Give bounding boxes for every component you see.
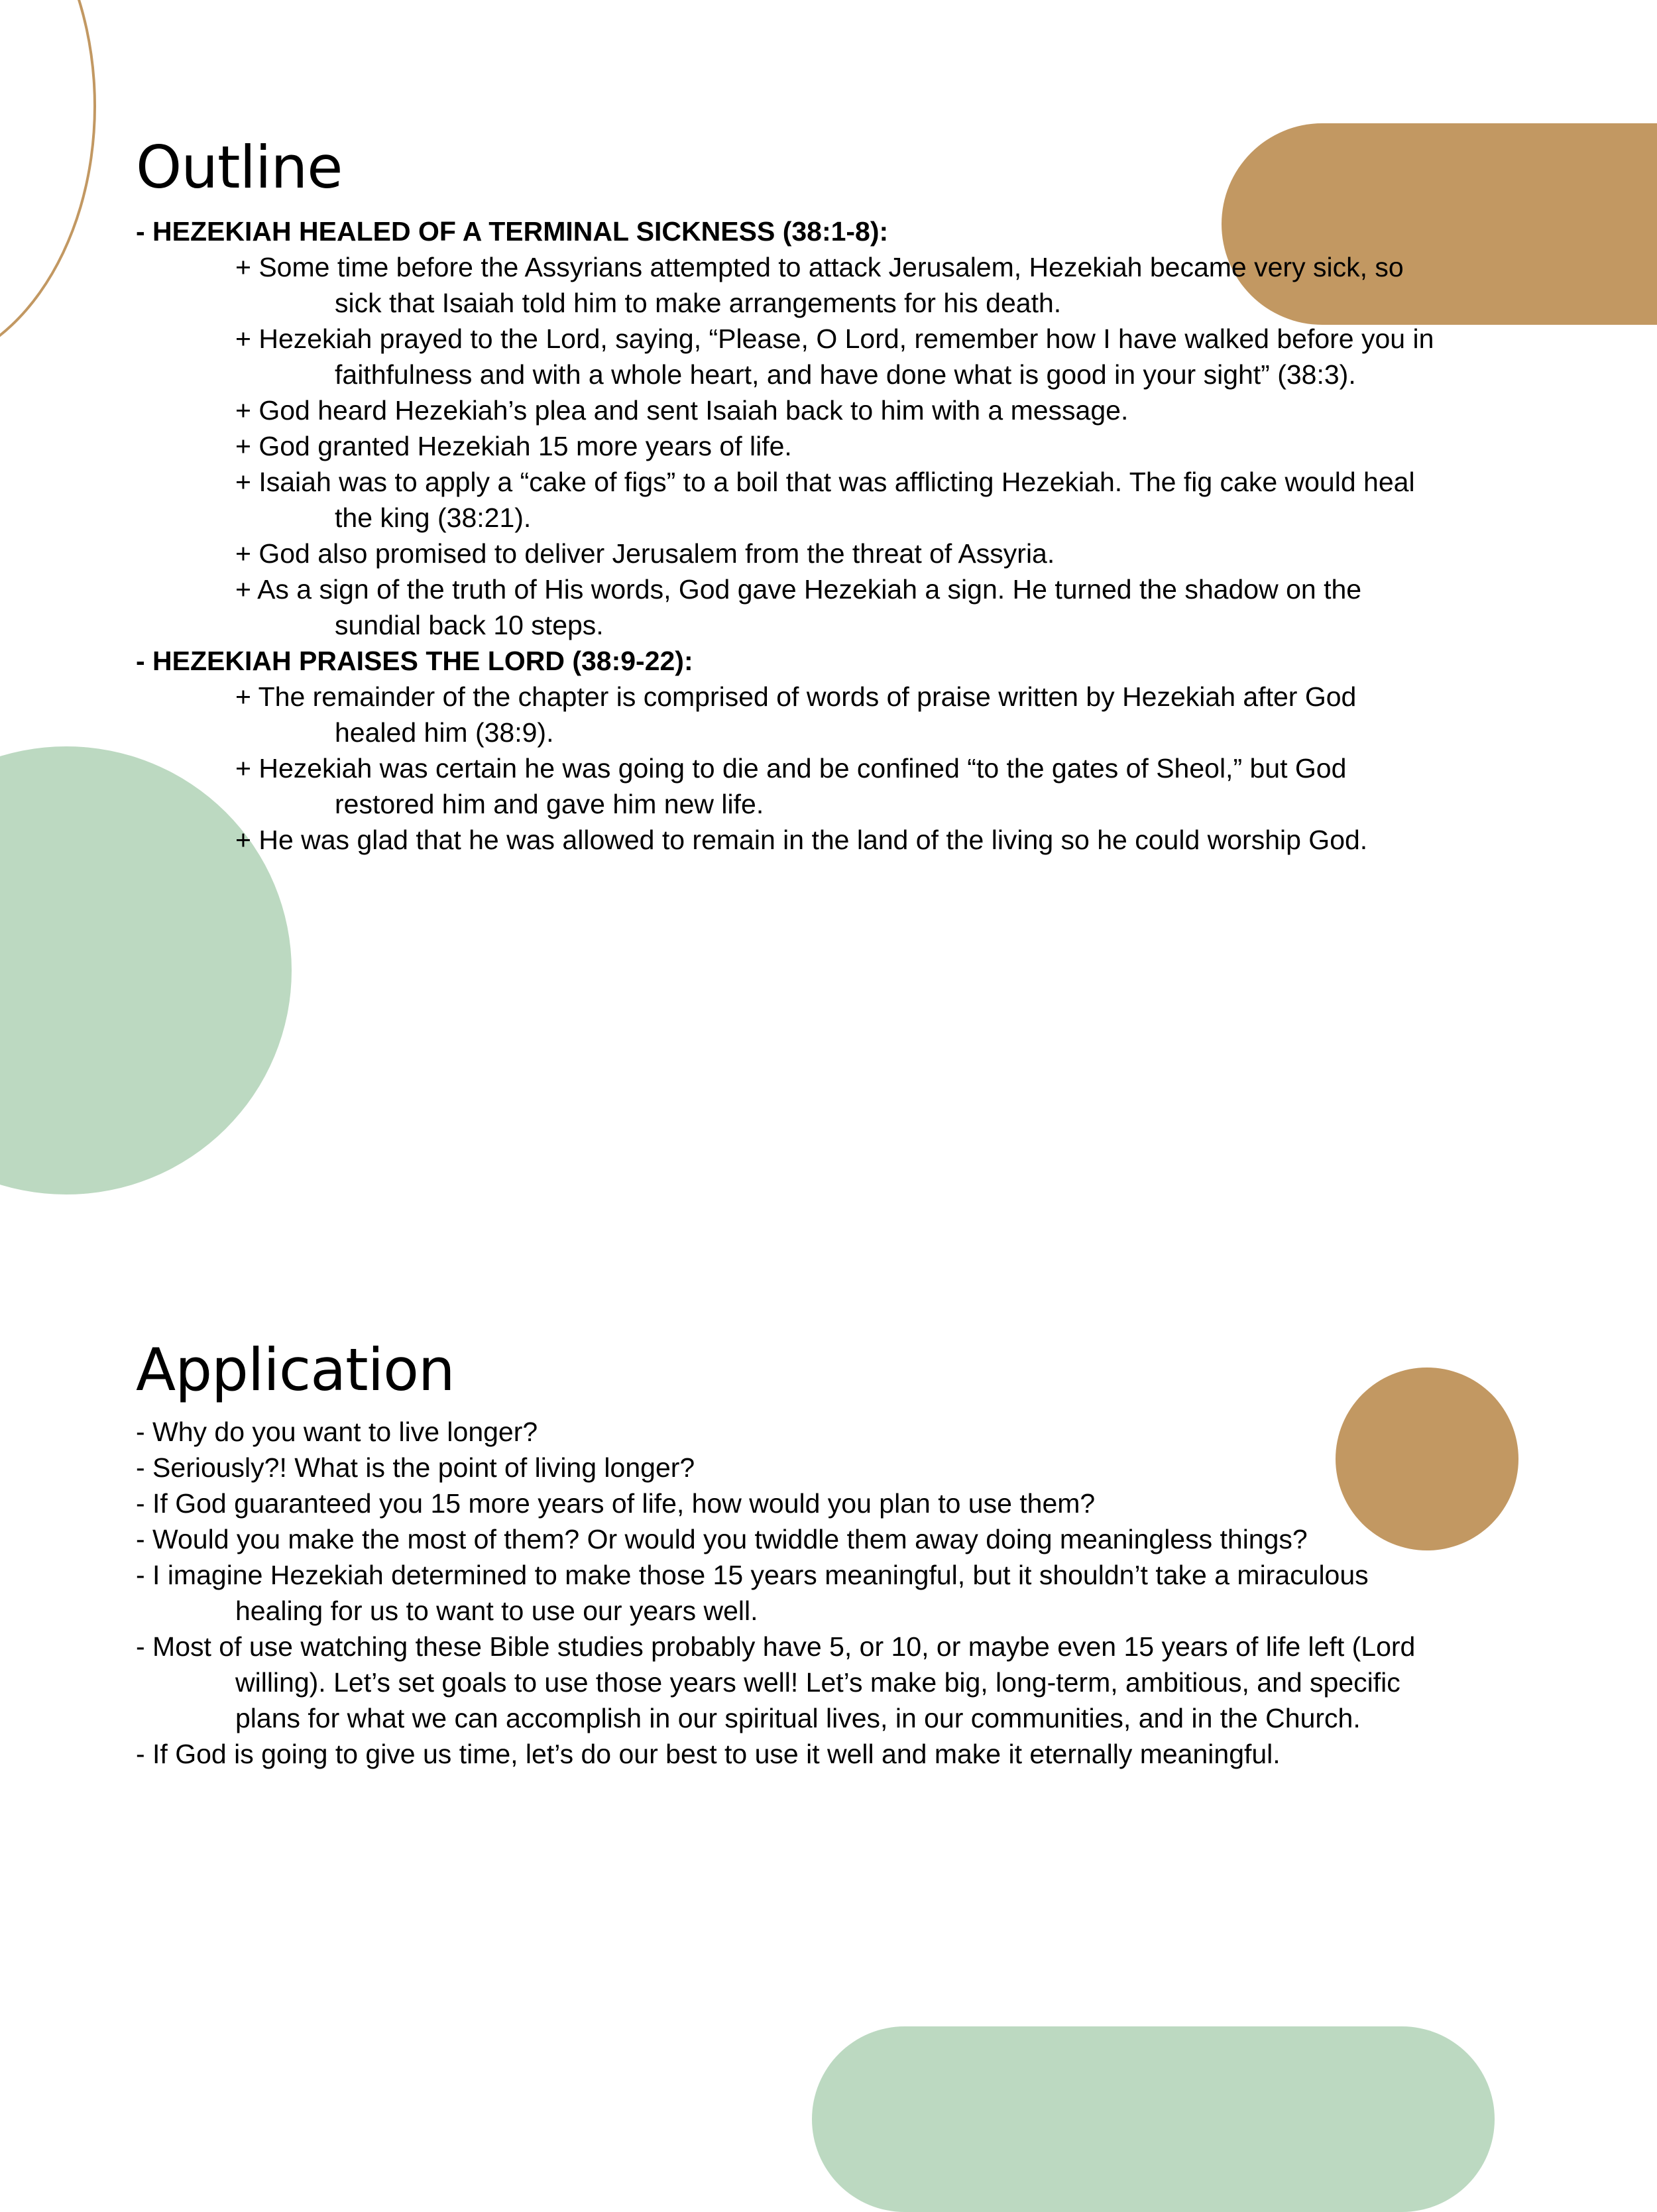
outline-bullet: + God also promised to deliver Jerusalem from the threat of Assyria. <box>235 538 1055 569</box>
decorative-green-pill <box>812 2026 1495 2212</box>
section-title: - HEZEKIAH HEALED OF A TERMINAL SICKNESS (38:1-8): <box>136 216 889 247</box>
outline-bullet-continuation: faithfulness and with a whole heart, and have done what is good in your sight” (38:3). <box>335 359 1356 390</box>
application-item: - I imagine Hezekiah determined to make those 15 years meaningful, but it shouldn’t take a miraculous <box>136 1560 1369 1590</box>
outline-bullet-continuation: healed him (38:9). <box>335 717 554 748</box>
outline-bullet: + God granted Hezekiah 15 more years of life. <box>235 431 792 461</box>
outline-bullet: + Hezekiah was certain he was going to die and be confined “to the gates of Sheol,” but God <box>235 753 1347 784</box>
application-heading: Application <box>136 1336 455 1404</box>
outline-body <box>136 213 1434 858</box>
outline-bullet: + Hezekiah prayed to the Lord, saying, “Please, O Lord, remember how I have walked before you in <box>235 323 1434 354</box>
outline-bullet: + As a sign of the truth of His words, God gave Hezekiah a sign. He turned the shadow on the <box>235 574 1362 605</box>
application-item-continuation: plans for what we can accomplish in our spiritual lives, in our communities, and in the Church. <box>235 1703 1361 1733</box>
outline-bullet: + He was glad that he was allowed to remain in the land of the living so he could worship God. <box>235 825 1368 855</box>
outline-bullet-continuation: restored him and gave him new life. <box>335 789 764 819</box>
application-item: - Most of use watching these Bible studies probably have 5, or 10, or maybe even 15 years of life left (Lord <box>136 1631 1416 1662</box>
application-item: - If God is going to give us time, let’s do our best to use it well and make it eternally meaningful. <box>136 1739 1281 1769</box>
application-item: - If God guaranteed you 15 more years of life, how would you plan to use them? <box>136 1488 1096 1519</box>
outline-bullet: + Isaiah was to apply a “cake of figs” to a boil that was afflicting Hezekiah. The fig cake would heal <box>235 467 1415 497</box>
outline-bullet-continuation: the king (38:21). <box>335 502 532 533</box>
application-item: - Would you make the most of them? Or would you twiddle them away doing meaningless things? <box>136 1524 1308 1554</box>
application-item-continuation: healing for us to want to use our years well. <box>235 1596 758 1626</box>
application-item: - Seriously?! What is the point of living longer? <box>136 1452 695 1483</box>
decorative-ring <box>0 0 96 371</box>
outline-heading: Outline <box>136 133 343 202</box>
outline-bullet-continuation: sundial back 10 steps. <box>335 610 604 640</box>
application-body <box>136 1414 1415 1772</box>
outline-bullet-continuation: sick that Isaiah told him to make arrangements for his death. <box>335 288 1062 318</box>
outline-bullet: + The remainder of the chapter is comprised of words of praise written by Hezekiah after God <box>235 681 1357 712</box>
outline-bullet: + Some time before the Assyrians attempted to attack Jerusalem, Hezekiah became very sick, so <box>235 252 1404 282</box>
outline-bullet: + God heard Hezekiah’s plea and sent Isaiah back to him with a message. <box>235 395 1129 426</box>
section-title: - HEZEKIAH PRAISES THE LORD (38:9-22): <box>136 646 693 676</box>
application-item-continuation: willing). Let’s set goals to use those years well! Let’s make big, long-term, ambitious, and specific <box>235 1667 1400 1698</box>
application-item: - Why do you want to live longer? <box>136 1417 538 1447</box>
